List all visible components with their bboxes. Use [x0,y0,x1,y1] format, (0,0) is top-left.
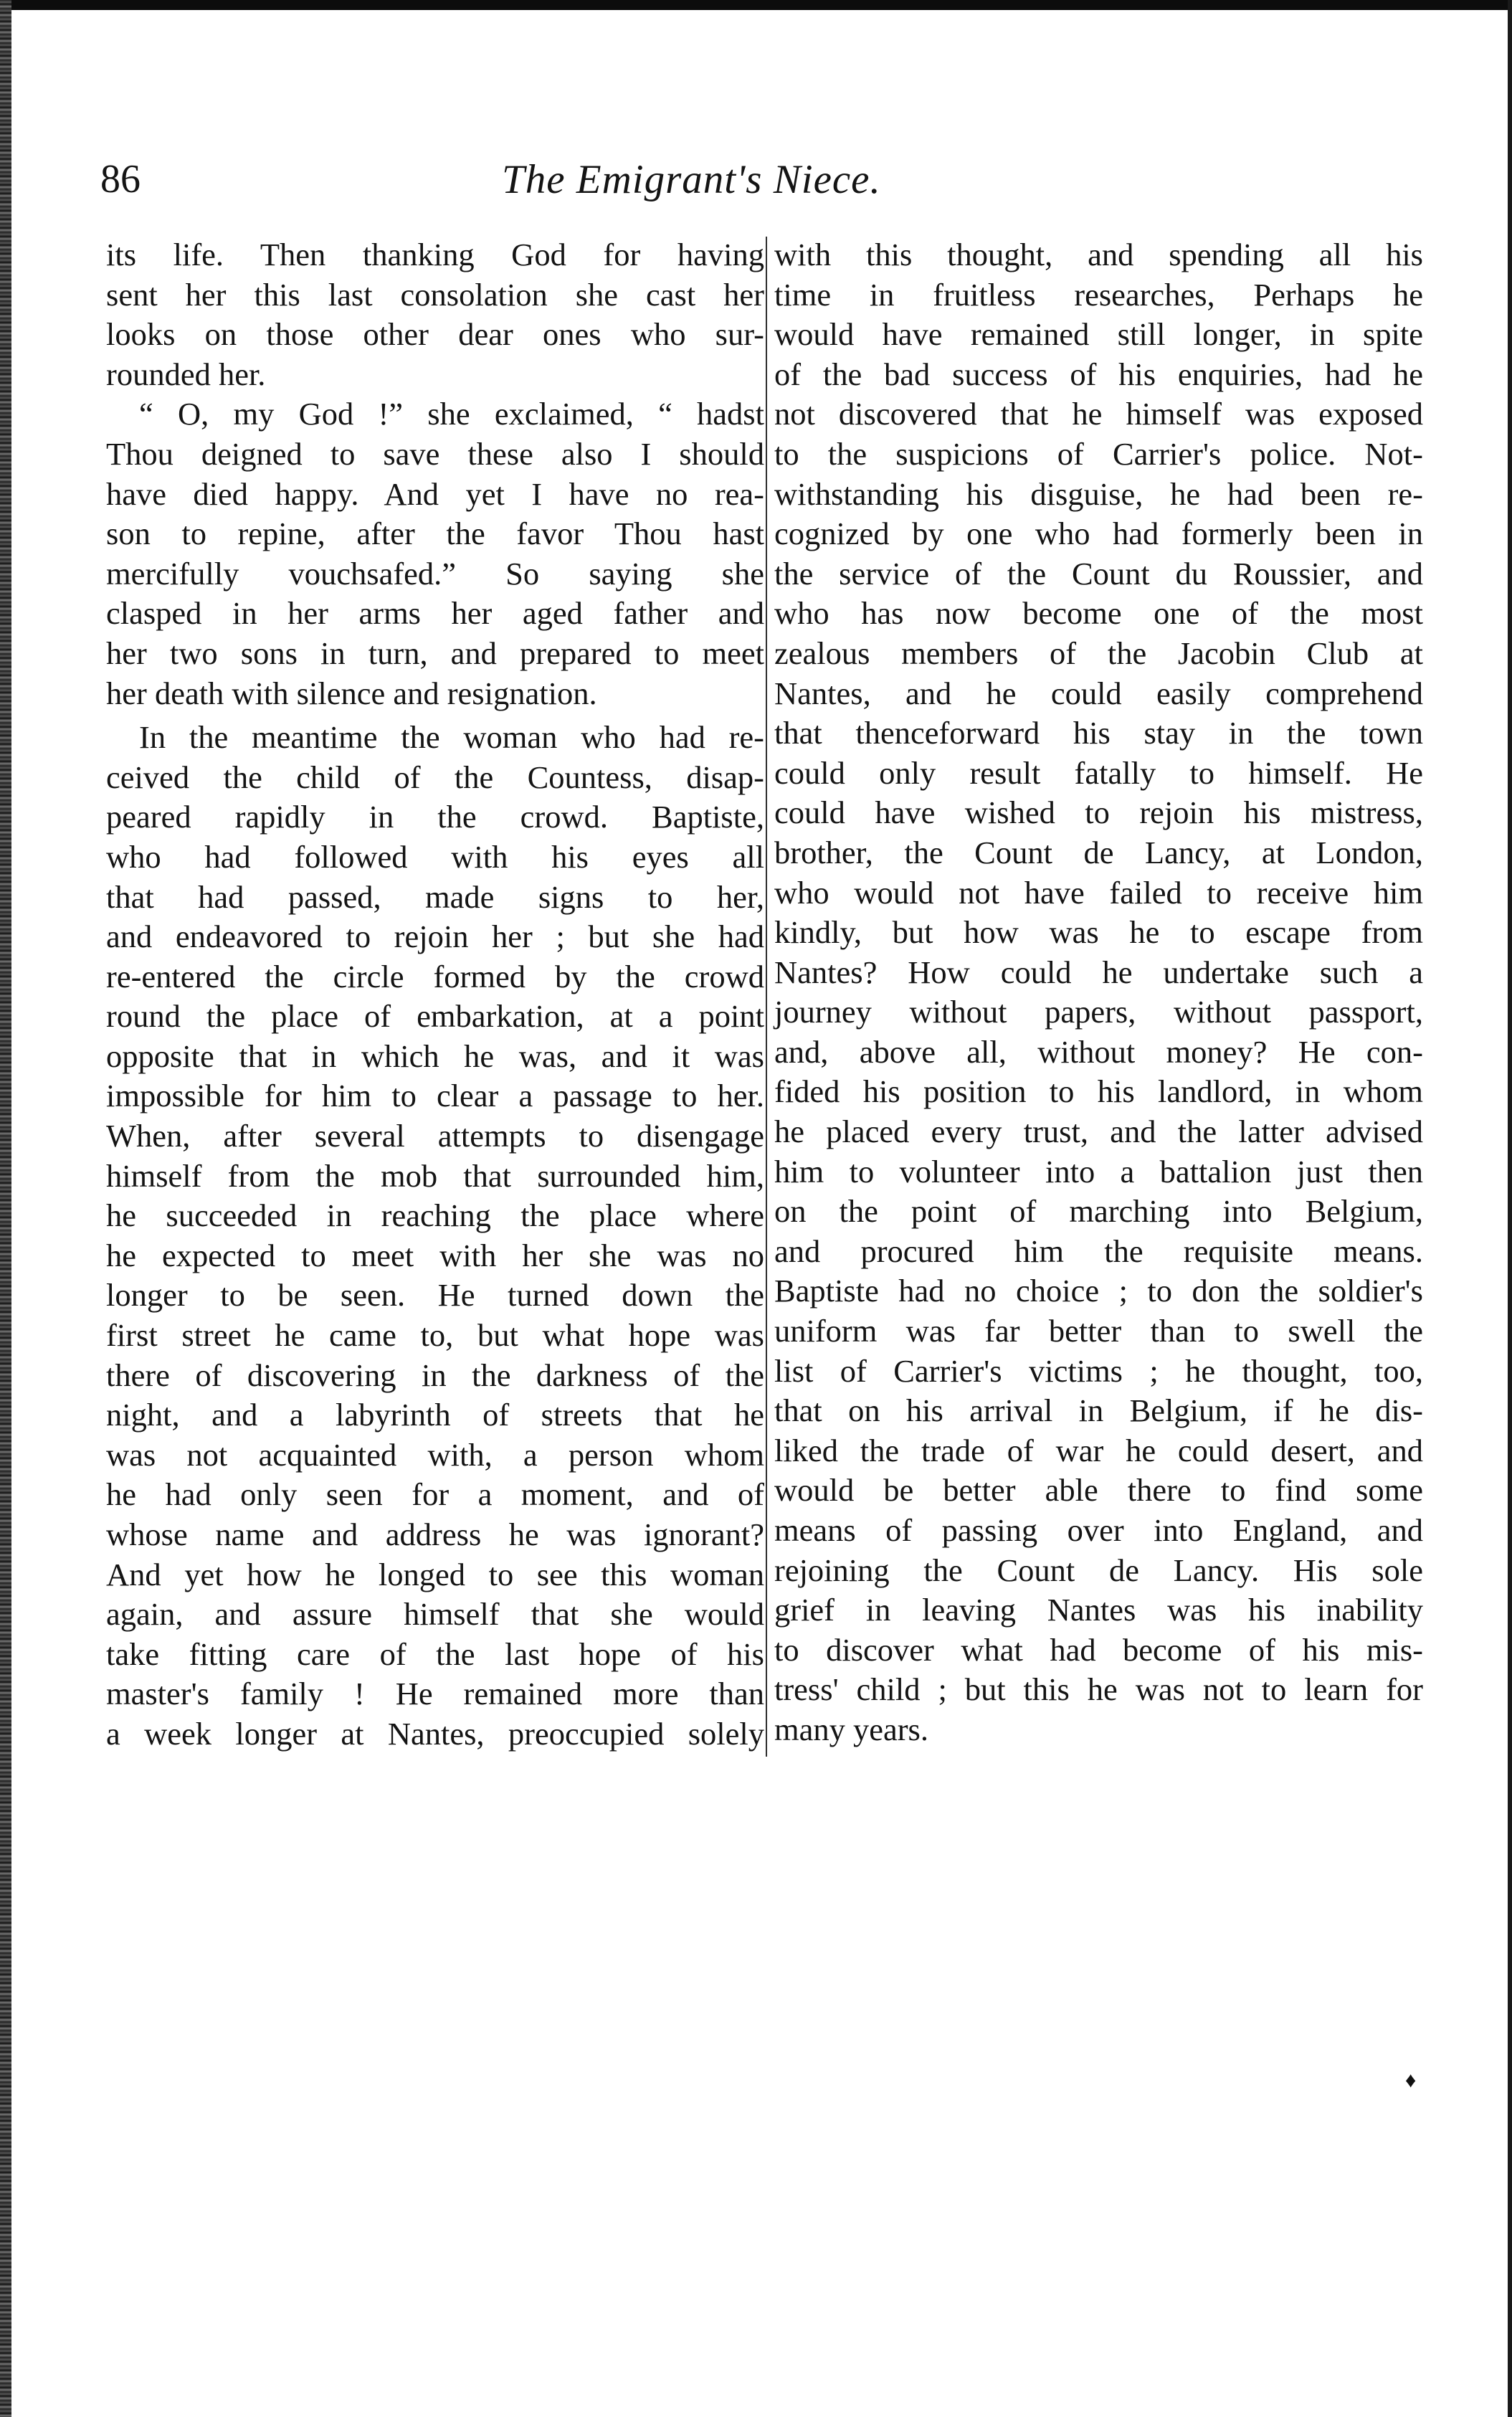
text-line: clasped in her arms her aged father and [106,595,764,632]
left-column [106,235,764,1754]
text-line: peared rapidly in the crowd. Baptiste, [106,799,764,835]
page-number: 86 [100,157,141,201]
text-line: there of discovering in the darkness of the [106,1357,764,1393]
text-line: her death with silence and resignation. [106,675,597,711]
text-line: who has now become one of the most [774,595,1423,632]
text-line: fided his position to his landlord, in whom [774,1073,1423,1110]
text-line: Thou deigned to save these also I should [106,435,764,472]
text-line: journey without papers, without passport, [774,994,1423,1030]
text-line: ceived the child of the Countess, disap- [106,759,764,795]
text-line: he placed every trust, and the latter advised [774,1113,1423,1150]
text-line: In the meantime the woman who had re- [139,719,764,756]
text-line: list of Carrier's victims ; he thought, too, [774,1352,1423,1389]
text-line: her two sons in turn, and prepared to meet [106,635,764,671]
text-line: first street he came to, but what hope was [106,1317,764,1354]
text-line: who would not have failed to receive him [774,874,1423,911]
text-line: impossible for him to clear a passage to her. [106,1078,764,1114]
text-line: to the suspicions of Carrier's police. Not- [774,435,1423,472]
text-line: And yet how he longed to see this woman [106,1556,764,1592]
text-line: When, after several attempts to disengage [106,1118,764,1154]
right-scan-edge [1508,0,1512,2417]
text-line: zealous members of the Jacobin Club at [774,635,1423,671]
column-divider [766,237,767,1757]
text-line: take fitting care of the last hope of his [106,1635,764,1672]
text-line: “ O, my God !” she exclaimed, “ hadst [139,396,764,432]
text-line: with this thought, and spending all his [774,237,1423,272]
text-line: longer to be seen. He turned down the [106,1277,764,1314]
text-line: of the bad success of his enquiries, had he [774,356,1423,392]
text-line: have died happy. And yet I have no rea- [106,475,764,512]
right-column [774,235,1423,1750]
text-line: could have wished to rejoin his mistress, [774,794,1423,831]
text-line: rounded her. [106,356,266,392]
text-line: night, and a labyrinth of streets that he [106,1397,764,1433]
text-line: was not acquainted with, a person whom [106,1436,764,1473]
text-line: that had passed, made signs to her, [106,878,764,915]
text-line: many years. [774,1711,929,1747]
text-line: liked the trade of war he could desert, and [774,1432,1423,1468]
text-line: not discovered that he himself was exposed [774,396,1423,432]
text-line: him to volunteer into a battalion just then [774,1153,1423,1189]
text-line: cognized by one who had formerly been in [774,516,1423,552]
text-line: a week longer at Nantes, preoccupied solely [106,1715,764,1752]
text-line: master's family ! He remained more than [106,1676,764,1712]
text-line: Baptiste had no choice ; to don the soldier's [774,1273,1423,1309]
text-line: re-entered the circle formed by the crowd [106,958,764,994]
text-line: its life. Then thanking God for having [106,237,764,272]
text-line: that on his arrival in Belgium, if he dis- [774,1392,1423,1429]
top-scan-border [0,0,1512,10]
text-line: he had only seen for a moment, and of [106,1476,764,1513]
text-line: uniform was far better than to swell the [774,1313,1423,1349]
text-line: means of passing over into England, and [774,1512,1423,1548]
text-line: himself from the mob that surrounded him, [106,1157,764,1194]
text-line: brother, the Count de Lancy, at London, [774,834,1423,870]
text-line: grief in leaving Nantes was his inability [774,1592,1423,1628]
text-line: to discover what had become of his mis- [774,1631,1423,1668]
text-line: on the point of marching into Belgium, [774,1193,1423,1230]
text-line: whose name and address he was ignorant? [106,1516,764,1552]
text-line: he succeeded in reaching the place where [106,1197,764,1234]
text-line: the service of the Count du Roussier, and [774,555,1423,592]
text-line: round the place of embarkation, at a point [106,998,764,1035]
text-line: opposite that in which he was, and it was [106,1037,764,1074]
text-line: looks on those other dear ones who sur- [106,316,764,353]
text-line: would have remained still longer, in spite [774,316,1423,353]
text-line: sent her this last consolation she cast her [106,276,764,313]
text-line: tress' child ; but this he was not to learn for [774,1671,1423,1708]
text-line: would be better able there to find some [774,1472,1423,1509]
text-line: who had followed with his eyes all [106,838,764,875]
text-line: mercifully vouchsafed.” So saying she [106,555,764,592]
text-line: kindly, but how was he to escape from [774,914,1423,951]
text-line: Nantes, and he could easily comprehend [774,675,1423,711]
text-line: Nantes? How could he undertake such a [774,954,1423,990]
text-line: again, and assure himself that she would [106,1596,764,1633]
text-line: could only result fatally to himself. He [774,754,1423,791]
text-line: withstanding his disguise, he had been re- [774,475,1423,512]
text-line: time in fruitless researches, Perhaps he [774,276,1423,313]
running-title: The Emigrant's Niece. [502,157,881,202]
text-line: and procured him the requisite means. [774,1233,1423,1269]
left-binding-edge [0,0,11,2417]
text-line: and, above all, without money? He con- [774,1033,1423,1070]
text-line: he expected to meet with her she was no [106,1237,764,1273]
text-line: son to repine, after the favor Thou hast [106,516,764,552]
text-line: that thenceforward his stay in the town [774,715,1423,751]
text-line: rejoining the Count de Lancy. His sole [774,1552,1423,1588]
text-line: and endeavored to rejoin her ; but she had [106,918,764,955]
stray-ink-mark: ♦ [1405,2069,1417,2092]
